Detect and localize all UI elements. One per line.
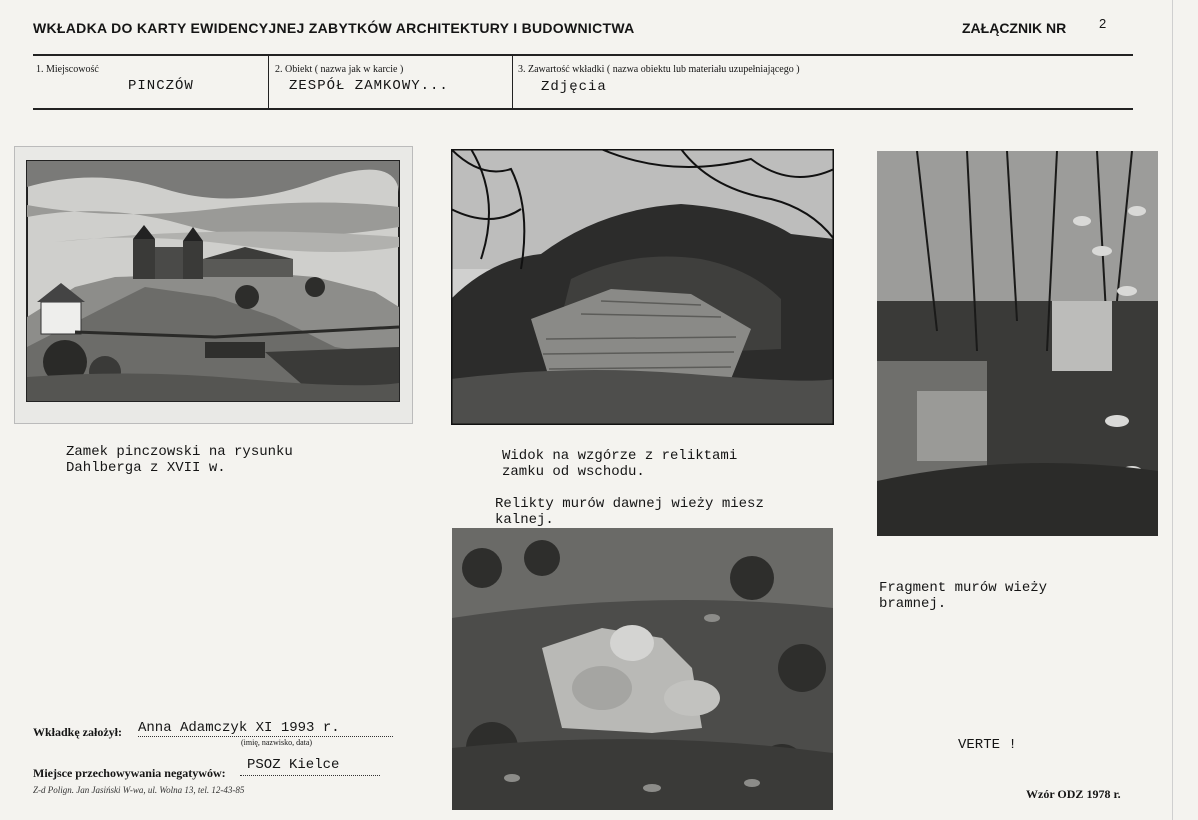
caption-tower-walls: Relikty murów dawnej wieży miesz kalnej. xyxy=(495,496,764,528)
gate-tower-photo xyxy=(877,151,1158,536)
object-label: 2. Obiekt ( nazwa jak w karcie ) xyxy=(275,64,404,75)
locality-value: PINCZÓW xyxy=(128,78,194,94)
tower-walls-photo xyxy=(452,528,833,810)
caption-hill: Widok na wzgórze z reliktami zamku od wschodu. xyxy=(502,448,738,480)
annex-number: 2 xyxy=(1099,16,1107,31)
storage-line xyxy=(240,775,380,776)
created-by-label: Wkładkę założył: xyxy=(33,725,122,739)
locality-label: 1. Miejscowość xyxy=(36,64,99,75)
storage-value: PSOZ Kielce xyxy=(247,757,340,773)
form-model: Wzór ODZ 1978 r. xyxy=(1026,787,1121,801)
header-rule-bottom xyxy=(33,108,1133,110)
field-divider-2 xyxy=(512,55,513,108)
annex-label: ZAŁĄCZNIK NR xyxy=(962,20,1067,36)
created-by-line xyxy=(138,736,393,737)
object-value: ZESPÓŁ ZAMKOWY... xyxy=(289,78,449,94)
printer-note: Z-d Polign. Jan Jasiński W-wa, ul. Wolna 13, tel. 12-43-85 xyxy=(33,785,245,795)
content-label: 3. Zawartość wkładki ( nazwa obiektu lub materiału uzupełniającego ) xyxy=(518,64,800,75)
created-by-hint: (imię, nazwisko, data) xyxy=(241,738,313,747)
verte-note: VERTE ! xyxy=(958,737,1017,753)
content-value: Zdjęcia xyxy=(541,79,607,95)
field-divider-1 xyxy=(268,55,269,108)
created-by-value: Anna Adamczyk XI 1993 r. xyxy=(138,720,340,736)
caption-gate-tower: Fragment murów wieży bramnej. xyxy=(879,580,1048,612)
header-rule-top xyxy=(33,54,1133,56)
hill-view-photo xyxy=(451,149,834,425)
form-title: WKŁADKA DO KARTY EWIDENCYJNEJ ZABYTKÓW ARCHITEKTURY I BUDOWNICTWA xyxy=(33,20,635,36)
page-edge xyxy=(1172,0,1173,820)
engraving-photo xyxy=(15,147,412,423)
storage-label: Miejsce przechowywania negatywów: xyxy=(33,766,226,780)
caption-drawing: Zamek pinczowski na rysunku Dahlberga z XVII w. xyxy=(66,444,293,476)
